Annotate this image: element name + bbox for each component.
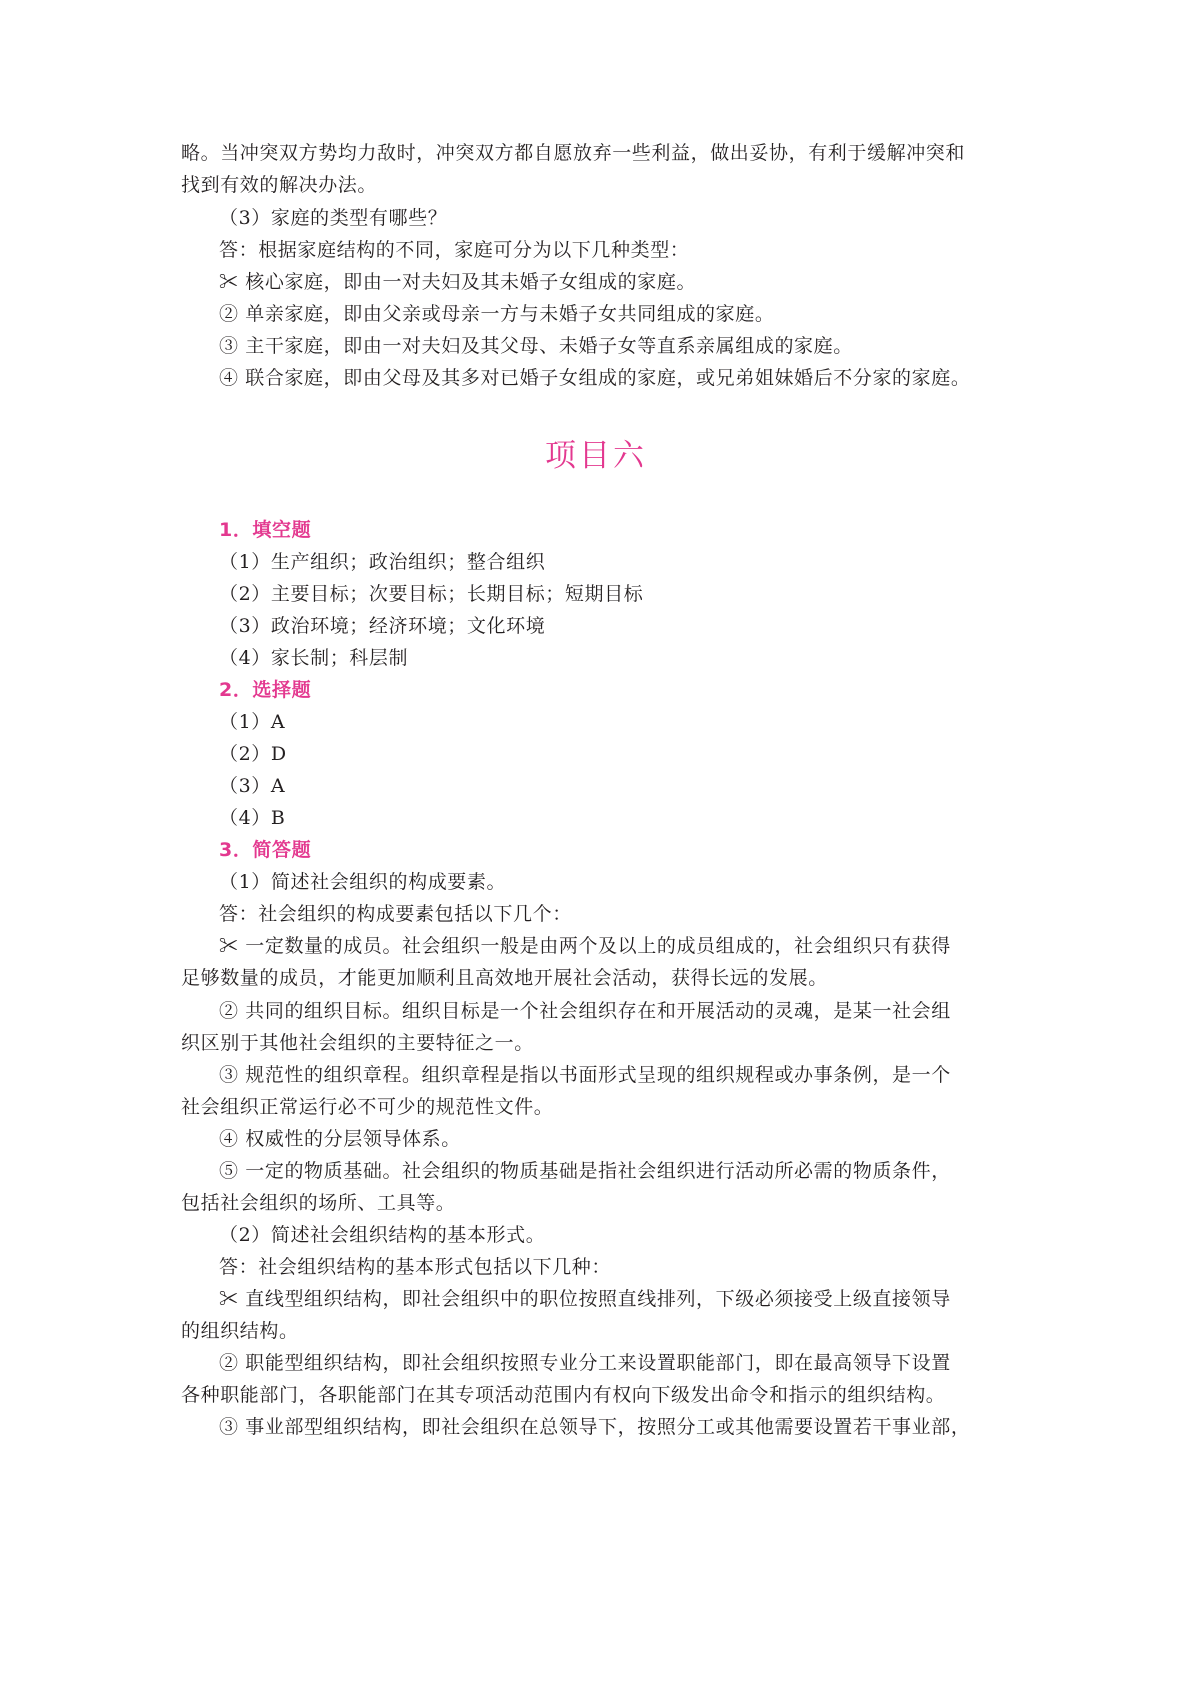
paragraph-line: 社会组织正常运行必不可少的规范性文件。 (181, 1096, 554, 1118)
answer-item: （3）政治环境；经济环境；文化环境 (219, 615, 546, 637)
answer-line: 答：根据家庭结构的不同，家庭可分为以下几种类型： (219, 239, 690, 261)
list-item: ④ 联合家庭，即由父母及其多对已婚子女组成的家庭，或兄弟姐妹婚后不分家的家庭。 (219, 367, 971, 389)
paragraph-line: 包括社会组织的场所、工具等。 (181, 1192, 456, 1214)
paragraph-line: ④ 权威性的分层领导体系。 (219, 1128, 461, 1150)
answer-item: （1）A (219, 711, 286, 733)
paragraph-line: ✂ 直线型组织结构，即社会组织中的职位按照直线排列，下级必须接受上级直接领导 (219, 1288, 951, 1310)
paragraph-line: ② 职能型组织结构，即社会组织按照专业分工来设置职能部门，即在最高领导下设置 (219, 1352, 951, 1374)
chapter-title: 项目六 (545, 438, 647, 474)
paragraph-line: ③ 事业部型组织结构，即社会组织在总领导下，按照分工或其他需要设置若干事业部， (219, 1416, 971, 1438)
answer-line: 答：社会组织的构成要素包括以下几个： (219, 903, 572, 925)
answer-item: （3）A (219, 775, 286, 797)
list-item: ② 单亲家庭，即由父亲或母亲一方与未婚子女共同组成的家庭。 (219, 303, 775, 325)
section-heading: 1．填空题 (219, 519, 312, 541)
paragraph-line: 找到有效的解决办法。 (181, 174, 378, 196)
answer-item: （1）生产组织；政治组织；整合组织 (219, 551, 546, 573)
paragraph-line: 各种职能部门，各职能部门在其专项活动范围内有权向下级发出命令和指示的组织结构。 (181, 1384, 946, 1406)
paragraph-line: 足够数量的成员，才能更加顺利且高效地开展社会活动，获得长远的发展。 (181, 967, 828, 989)
answer-item: （2）主要目标；次要目标；长期目标；短期目标 (219, 583, 644, 605)
paragraph-line: ③ 规范性的组织章程。组织章程是指以书面形式呈现的组织规程或办事条例，是一个 (219, 1064, 951, 1086)
list-item: ✂ 核心家庭，即由一对夫妇及其未婚子女组成的家庭。 (219, 271, 697, 293)
paragraph-line: ② 共同的组织目标。组织目标是一个社会组织存在和开展活动的灵魂，是某一社会组 (219, 1000, 951, 1022)
section-heading: 3．简答题 (219, 839, 312, 861)
answer-line: 答：社会组织结构的基本形式包括以下几种： (219, 1256, 612, 1278)
question-line: （2）简述社会组织结构的基本形式。 (219, 1224, 546, 1246)
paragraph-line: ✂ 一定数量的成员。社会组织一般是由两个及以上的成员组成的，社会组织只有获得 (219, 935, 951, 957)
answer-item: （4）家长制；科层制 (219, 647, 409, 669)
answer-item: （2）D (219, 743, 287, 765)
question-line: （3）家庭的类型有哪些？ (219, 207, 448, 229)
paragraph-line: 织区别于其他社会组织的主要特征之一。 (181, 1032, 534, 1054)
question-line: （1）简述社会组织的构成要素。 (219, 871, 507, 893)
paragraph-line: 略。当冲突双方势均力敌时，冲突双方都自愿放弃一些利益，做出妥协，有利于缓解冲突和 (181, 142, 966, 164)
answer-item: （4）B (219, 807, 286, 829)
paragraph-line: ⑤ 一定的物质基础。社会组织的物质基础是指社会组织进行活动所必需的物质条件， (219, 1160, 951, 1182)
list-item: ③ 主干家庭，即由一对夫妇及其父母、未婚子女等直系亲属组成的家庭。 (219, 335, 853, 357)
paragraph-line: 的组织结构。 (181, 1320, 299, 1342)
section-heading: 2．选择题 (219, 679, 312, 701)
